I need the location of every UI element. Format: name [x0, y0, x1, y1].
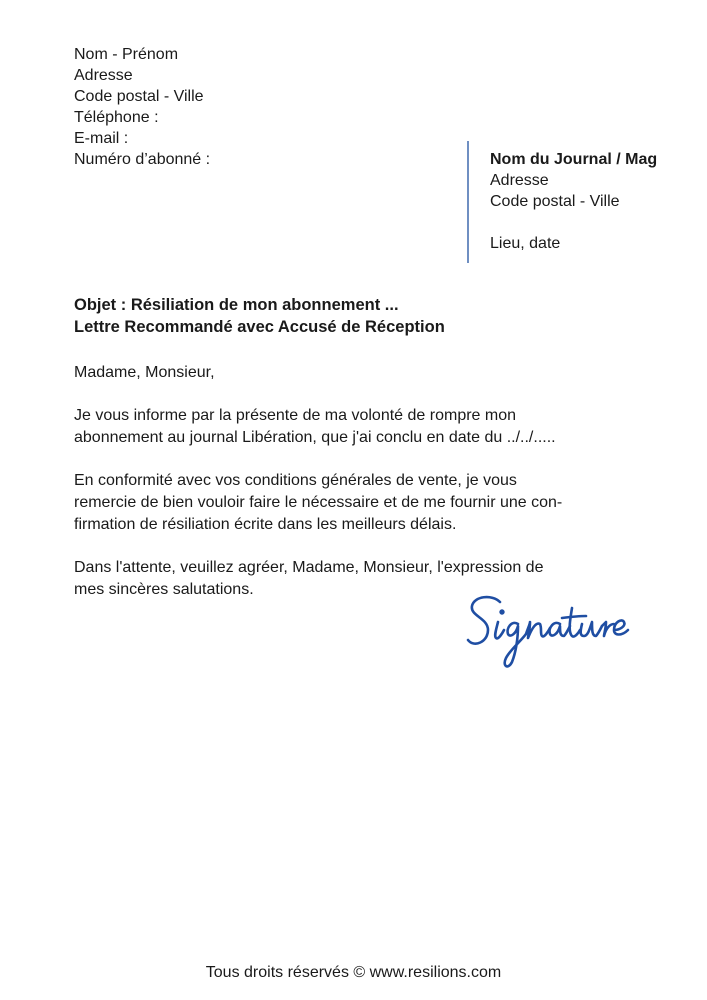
signature-stroke	[602, 622, 614, 636]
vertical-divider	[467, 141, 469, 263]
signature-stroke	[581, 622, 602, 636]
signature-stroke	[550, 623, 570, 636]
signature-stroke	[495, 622, 504, 638]
paragraph-line: mes sincères salutations.	[74, 581, 254, 598]
sender-address: Adresse	[74, 67, 133, 84]
recipient-name: Nom du Journal / Mag	[490, 151, 658, 168]
letter-body	[74, 362, 634, 622]
paragraph-intent	[74, 405, 634, 449]
recipient-block	[490, 149, 657, 254]
signature-stroke	[526, 622, 550, 638]
greeting	[74, 362, 634, 384]
signature-stroke	[570, 608, 580, 637]
paragraph-line: remercie de bien vouloir faire le nécessaire et de me fournir une con-	[74, 494, 563, 511]
sender-city: Code postal - Ville	[74, 88, 204, 105]
signature-stroke	[562, 616, 586, 618]
signature-stroke	[505, 623, 526, 666]
paragraph-request	[74, 470, 634, 536]
recipient-address: Adresse	[490, 172, 549, 189]
sender-subscriber-number: Numéro d’abonné :	[74, 151, 211, 168]
paragraph-line: Dans l'attente, veuillez agréer, Madame, Monsieur, l'expression de	[74, 559, 544, 576]
paragraph-line: abonnement au journal Libération, que j'ai conclu en date du ../../.....	[74, 429, 556, 446]
paragraph-line: En conformité avec vos conditions générales de vente, je vous	[74, 472, 517, 489]
delivery-method-line: Lettre Recommandé avec Accusé de Réception	[74, 318, 445, 336]
handwritten-signature	[462, 588, 642, 678]
recipient-city: Code postal - Ville	[490, 193, 620, 210]
paragraph-line: Je vous informe par la présente de ma volonté de rompre mon	[74, 407, 517, 424]
paragraph-line: firmation de résiliation écrite dans les meilleurs délais.	[74, 516, 457, 533]
sender-block	[74, 44, 210, 170]
subject-block	[74, 294, 445, 338]
signature-stroke	[614, 620, 628, 634]
subject-line: Objet : Résiliation de mon abonnement ...	[74, 296, 399, 314]
sender-phone: Téléphone :	[74, 109, 159, 126]
signature-dot	[501, 611, 504, 614]
footer-copyright: Tous droits réservés © www.resilions.com	[205, 964, 502, 981]
sender-name: Nom - Prénom	[74, 46, 179, 63]
sender-email: E-mail :	[74, 130, 129, 147]
recipient-spacer	[490, 212, 657, 233]
greeting-text: Madame, Monsieur,	[74, 364, 215, 381]
place-date: Lieu, date	[490, 235, 561, 252]
